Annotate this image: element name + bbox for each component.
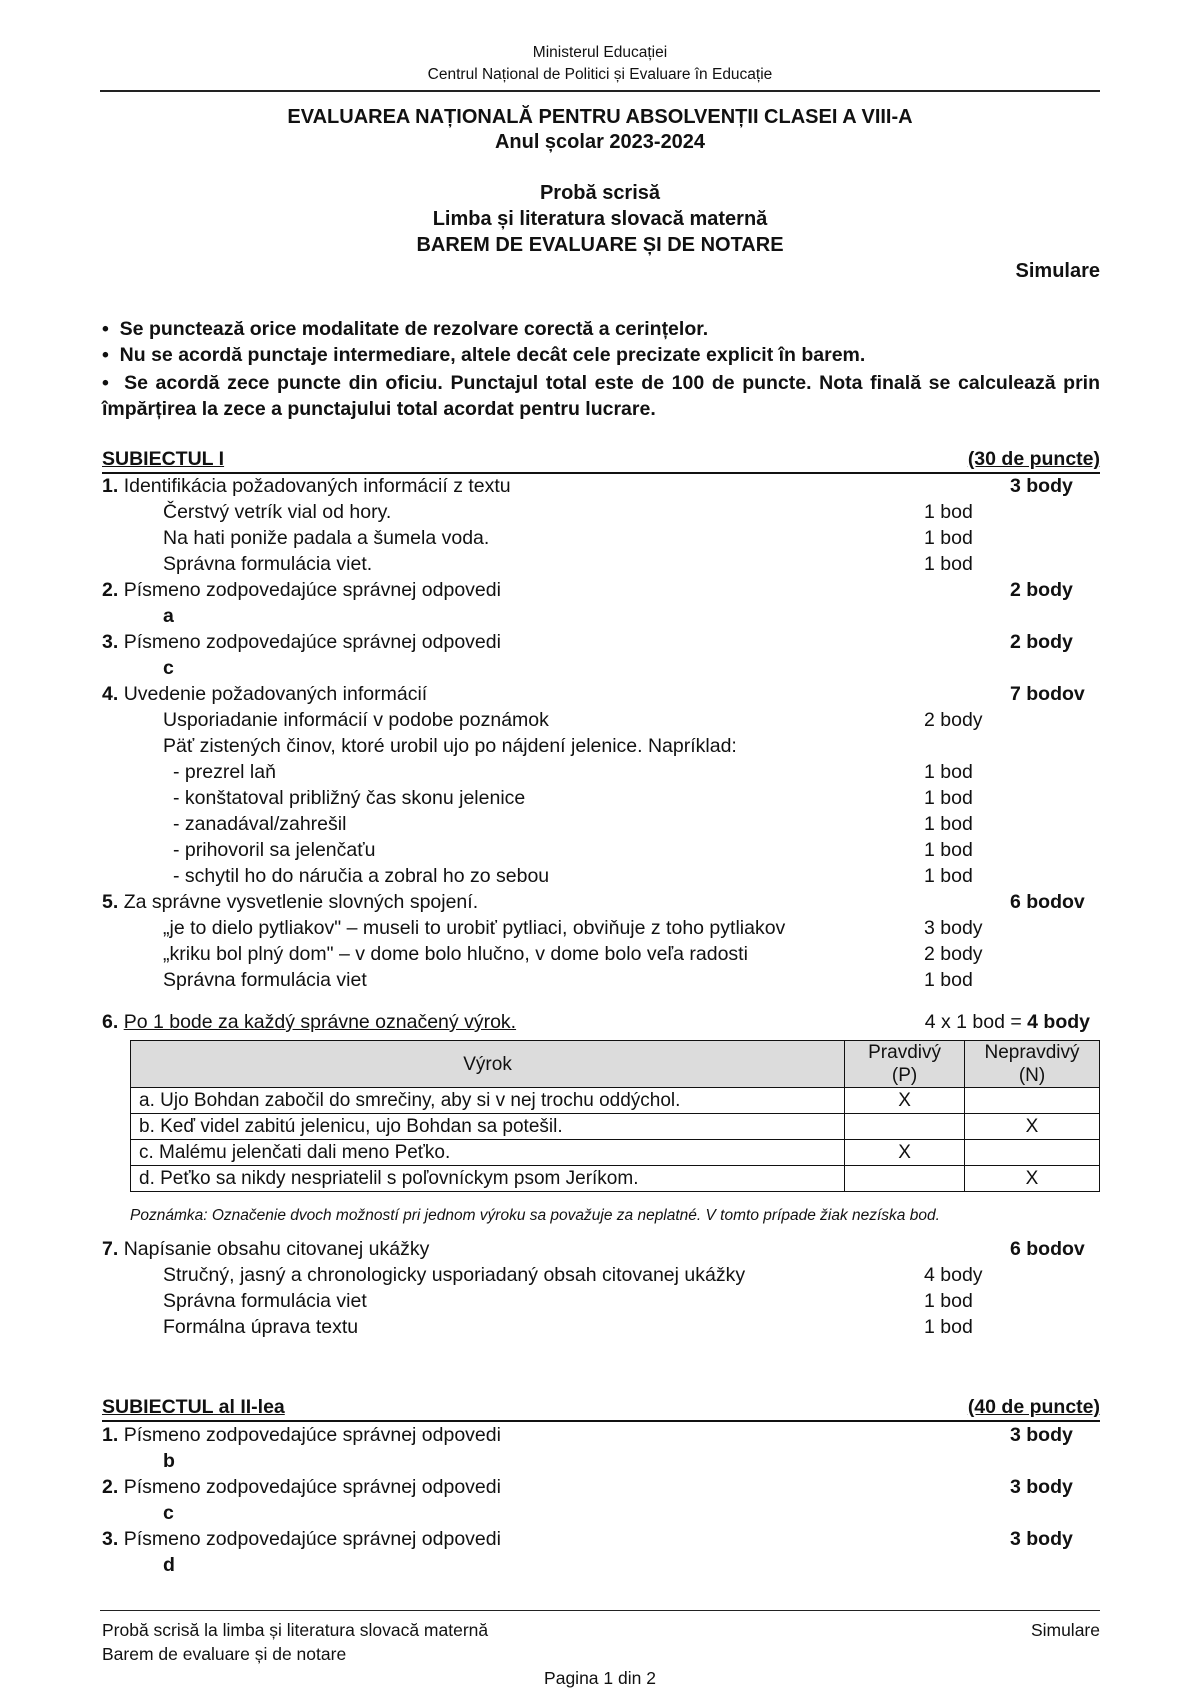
rule-1: • Se punctează orice modalitate de rezolvare corectă a cerințelor.: [102, 318, 709, 340]
s1-q1-item-pts: 1 bod: [924, 527, 973, 549]
footer-line1: Probă scrisă la limba și literatura slovacă maternă: [102, 1620, 489, 1640]
s2-q1: 1. Písmeno zodpovedajúce správnej odpovedi: [102, 1424, 501, 1446]
s1-q7: 7. Napísanie obsahu citovanej ukážky: [102, 1238, 430, 1260]
col-true: Pravdivý (P): [845, 1041, 965, 1088]
s1-q1-total: 3 body: [1010, 475, 1073, 497]
subject2-points: (40 de puncte): [967, 1396, 1100, 1418]
statement-cell: b. Keď videl zabitú jelenicu, ujo Bohdan sa potešil.: [131, 1114, 845, 1140]
doc-type: BAREM DE EVALUARE ȘI DE NOTARE: [416, 234, 784, 256]
s1-q7-item: Stručný, jasný a chronologicky usporiadaný obsah citovanej ukážky: [163, 1264, 746, 1286]
s2-q1-answer: b: [163, 1450, 175, 1472]
s1-q4-subitem-pts: 1 bod: [924, 787, 973, 809]
false-cell: X: [965, 1166, 1100, 1192]
s1-q5-item-pts: 3 body: [924, 917, 983, 939]
table-row: [131, 1114, 1100, 1140]
false-cell: X: [965, 1114, 1100, 1140]
s1-q4-subitem-pts: 1 bod: [924, 839, 973, 861]
s1-q1-item-pts: 1 bod: [924, 501, 973, 523]
s1-q5-item: Správna formulácia viet: [163, 969, 367, 991]
s2-q3-answer: d: [163, 1554, 175, 1576]
table-row: [131, 1140, 1100, 1166]
page-number: Pagina 1 din 2: [544, 1668, 656, 1688]
subject-name: Limba și literatura slovacă maternă: [432, 208, 768, 230]
session-label: Simulare: [1015, 260, 1100, 282]
s1-q4-subitem: - konštatoval približný čas skonu jelenice: [173, 787, 526, 809]
s2-q2: 2. Písmeno zodpovedajúce správnej odpovedi: [102, 1476, 501, 1498]
s1-q3-answer: c: [163, 657, 174, 679]
school-year: Anul școlar 2023-2024: [494, 131, 706, 153]
s2-q2-total: 3 body: [1010, 1476, 1073, 1498]
s1-q3-total: 2 body: [1010, 631, 1073, 653]
s1-q7-item: Správna formulácia viet: [163, 1290, 367, 1312]
false-cell: [965, 1140, 1100, 1166]
s1-q4-subitem-pts: 1 bod: [924, 865, 973, 887]
s1-q6-total: 4 x 1 bod = 4 body: [924, 1011, 1090, 1033]
exam-title: EVALUAREA NAȚIONALĂ PENTRU ABSOLVENȚII CLASEI A VIII-A: [287, 106, 913, 128]
s1-q1-item: Na hati poniže padala a šumela voda.: [163, 527, 490, 549]
s1-q4-subitem: - prezrel laň: [173, 761, 276, 783]
s1-q4-item-pts: 2 body: [924, 709, 983, 731]
s1-q4-intro: Päť zistených činov, ktoré urobil ujo po nájdení jelenice. Napríklad:: [163, 735, 737, 757]
center-name: Centrul Național de Politici și Evaluare în Educație: [427, 66, 773, 83]
s1-q1-item: Čerstvý vetrík vial od hory.: [163, 501, 392, 523]
statement-cell: a. Ujo Bohdan zabočil do smrečiny, aby si v nej trochu oddýchol.: [131, 1088, 845, 1114]
subject1-points: (30 de puncte): [967, 448, 1100, 470]
s1-q4-subitem: - schytil ho do náručia a zobral ho zo sebou: [173, 865, 550, 887]
false-cell: [965, 1088, 1100, 1114]
table-row: [131, 1088, 1100, 1114]
s1-q4-subitem-pts: 1 bod: [924, 761, 973, 783]
s1-q5-item-pts: 2 body: [924, 943, 983, 965]
s1-q4-subitem: - prihovoril sa jelenčaťu: [173, 839, 376, 861]
s1-q4-item: Usporiadanie informácií v podobe poznámok: [163, 709, 549, 731]
footer-session: Simulare: [1030, 1620, 1100, 1640]
rule-3: • Se acordă zece puncte din oficiu. Punctajul total este de 100 de puncte. Nota finală se calculează prin împărțirea la zece a punctajului total acordat pentru lucrare.: [102, 372, 1100, 420]
s1-q4: 4. Uvedenie požadovaných informácií: [102, 683, 428, 705]
s1-q3: 3. Písmeno zodpovedajúce správnej odpovedi: [102, 631, 501, 653]
true-cell: X: [845, 1140, 965, 1166]
ministry-name: Ministerul Educației: [532, 44, 668, 61]
footer-rule: [100, 1610, 1100, 1611]
s2-q1-total: 3 body: [1010, 1424, 1073, 1446]
s1-q6: 6. Po 1 bode za každý správne označený výrok.: [102, 1011, 517, 1033]
header-rule: [100, 90, 1100, 92]
s1-q4-subitem-pts: 1 bod: [924, 813, 973, 835]
s1-q2: 2. Písmeno zodpovedajúce správnej odpovedi: [102, 579, 501, 601]
s1-q2-total: 2 body: [1010, 579, 1073, 601]
s1-q5-total: 6 bodov: [1010, 891, 1085, 913]
s1-q7-item-pts: 4 body: [924, 1264, 983, 1286]
s1-q2-answer: a: [163, 605, 174, 627]
table-row: [131, 1166, 1100, 1192]
statement-cell: d. Peťko sa nikdy nespriatelil s poľovníckym psom Jeríkom.: [131, 1166, 845, 1192]
table-note: Poznámka: Označenie dvoch možností pri jednom výroku sa považuje za neplatné. V tomto prípade žiak nezíska bod.: [130, 1207, 940, 1224]
s1-q1-item: Správna formulácia viet.: [163, 553, 373, 575]
footer-line2: Barem de evaluare și de notare: [102, 1644, 347, 1664]
s1-q1: 1. Identifikácia požadovaných informácií z textu: [102, 475, 511, 497]
true-false-table: [130, 1040, 1100, 1192]
s1-q5: 5. Za správne vysvetlenie slovných spojení.: [102, 891, 479, 913]
col-false: Nepravdivý (N): [965, 1041, 1100, 1088]
table-header-row: [131, 1041, 1100, 1088]
s1-q4-total: 7 bodov: [1010, 683, 1085, 705]
subject2-title: SUBIECTUL al II-lea: [102, 1396, 285, 1418]
s1-q1-item-pts: 1 bod: [924, 553, 973, 575]
s2-q3: 3. Písmeno zodpovedajúce správnej odpovedi: [102, 1528, 501, 1550]
col-statement: Výrok: [131, 1041, 845, 1088]
rule-2: • Nu se acordă punctaje intermediare, altele decât cele precizate explicit în barem.: [102, 344, 866, 366]
s2-q2-answer: c: [163, 1502, 174, 1524]
true-cell: [845, 1114, 965, 1140]
s1-q7-item-pts: 1 bod: [924, 1316, 973, 1338]
s1-q4-subitem: - zanadával/zahrešil: [173, 813, 347, 835]
s1-q5-item: „je to dielo pytliakov" – museli to urobiť pytliaci, obviňuje z toho pytliakov: [163, 917, 786, 939]
statement-cell: c. Malému jelenčati dali meno Peťko.: [131, 1140, 845, 1166]
test-type: Probă scrisă: [539, 182, 661, 204]
s1-q7-item-pts: 1 bod: [924, 1290, 973, 1312]
subject1-title: SUBIECTUL I: [102, 448, 225, 470]
s2-q3-total: 3 body: [1010, 1528, 1073, 1550]
s1-q5-item-pts: 1 bod: [924, 969, 973, 991]
subject2-header: [102, 1396, 1100, 1422]
s1-q5-item: „kriku bol plný dom" – v dome bolo hlučno, v dome bolo veľa radosti: [163, 943, 748, 965]
s1-q7-total: 6 bodov: [1010, 1238, 1085, 1260]
true-cell: X: [845, 1088, 965, 1114]
s1-q7-item: Formálna úprava textu: [163, 1316, 359, 1338]
subject1-header: [102, 448, 1100, 474]
true-cell: [845, 1166, 965, 1192]
